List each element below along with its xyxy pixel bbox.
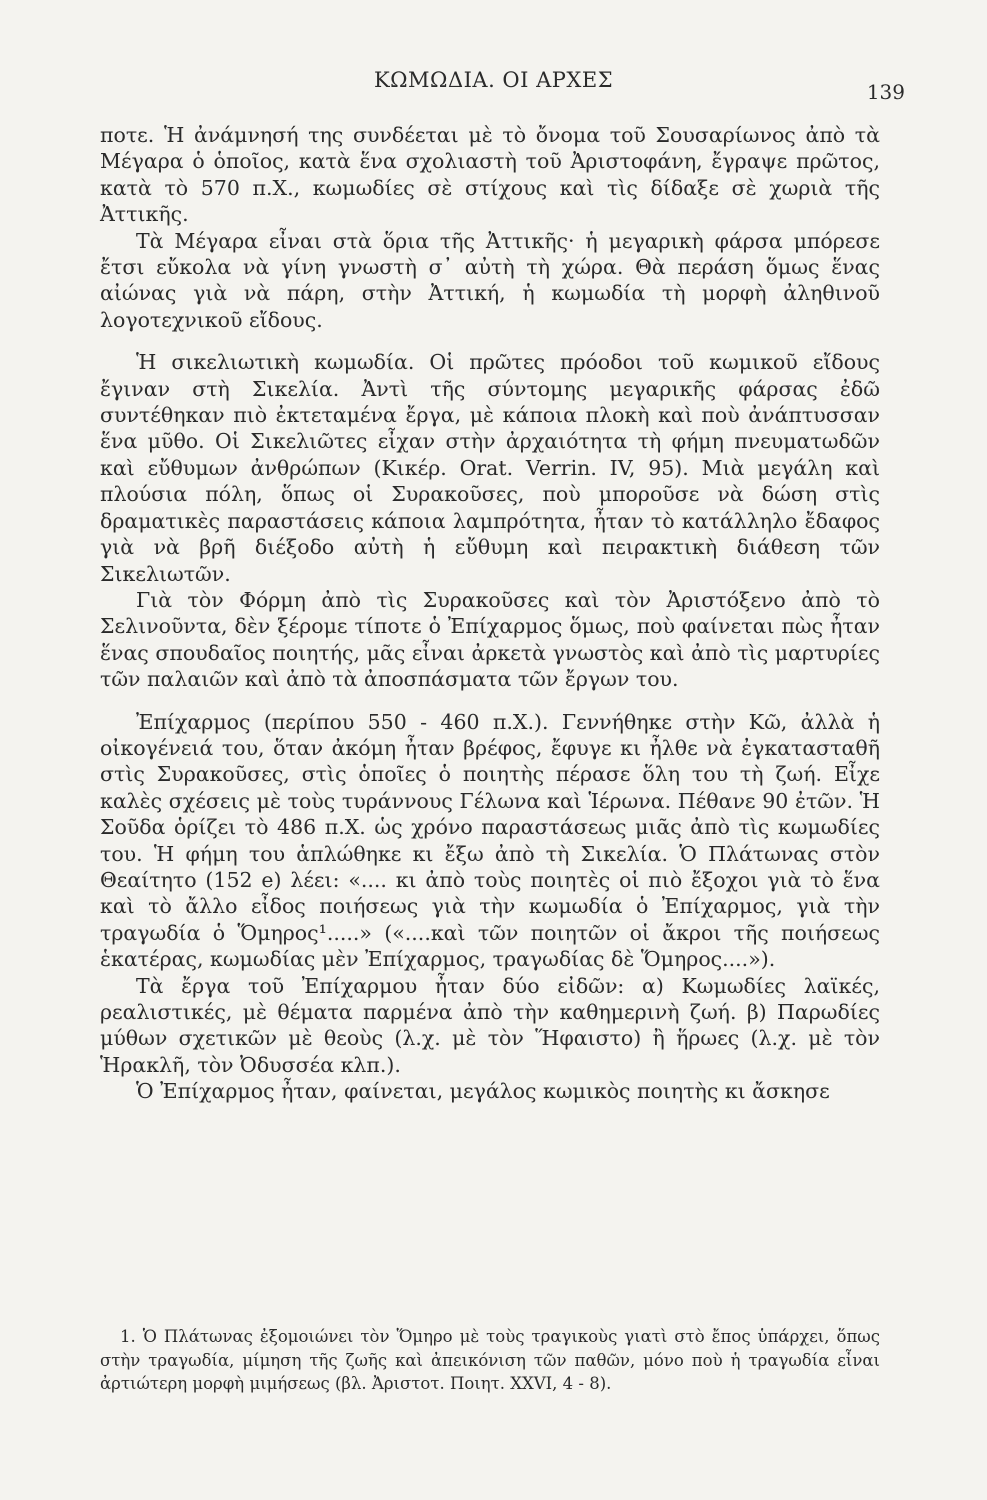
paragraph-sicilian-comedy: Ἡ σικελιωτικὴ κωμωδία. Οἱ πρῶτες πρόοδοι τοῦ κωμικοῦ εἴδους ἔγιναν στὴ Σικελία. Ἀντὶ τῆς σύντομης μεγαρικῆς φάρσας ἐδῶ συντέθηκαν πιὸ ἐκτεταμένα ἔργα, μὲ κάποια πλοκὴ καὶ ποὺ ἀνάπτυσσαν ἕνα μῦθο. Οἱ Σικελιῶτες εἶχαν στὴν ἀρχαιότητα τὴ φήμη πνευματωδῶν καὶ εὔθυμων ἀνθρώπων (Κικέρ. Orat. Verrin. IV, 95). Μιὰ μεγάλη καὶ πλούσια πόλη, ὅπως οἱ Συρακοῦσες, ποὺ μποροῦσε νὰ δώση στὶς δραματικὲς παραστάσεις κάποια λαμπρότητα, ἦταν τὸ κατάλληλο ἔδαφος γιὰ νὰ βρῆ διέξοδο αὐτὴ ἡ εὔθυμη καὶ πειρακτικὴ διάθεση τῶν Σικελιωτῶν. xyxy=(100,350,880,586)
paragraph-1: ποτε. Ἡ ἀνάμνησή της συνδέεται μὲ τὸ ὄνομα τοῦ Σουσαρίωνος ἀπὸ τὰ Μέγαρα ὁ ὁποῖος, κατὰ ἕνα σχολιαστὴ τοῦ Ἀριστοφάνη, ἔγραψε πρῶτος, κατὰ τὸ 570 π.Χ., κωμωδίες σὲ στίχους καὶ τὶς δίδαξε σὲ χωριὰ τῆς Ἀττικῆς. xyxy=(100,123,880,227)
paragraph-epicharmus: Ἐπίχαρμος (περίπου 550 - 460 π.Χ.). Γεννήθηκε στὴν Κῶ, ἀλλὰ ἡ οἰκογένειά του, ὅταν ἀκόμη ἦταν βρέφος, ἔφυγε κι ἦλθε νὰ ἐγκατασταθῆ στὶς Συρακοῦσες, στὶς ὁποῖες ὁ ποιητὴς πέρασε ὅλη του τὴ ζωή. Εἶχε καλὲς σχέσεις μὲ τοὺς τυράννους Γέλωνα καὶ Ἱέρωνα. Πέθανε 90 ἐτῶν. Ἡ Σοῦδα ὁρίζει τὸ 486 π.Χ. ὡς χρόνο παραστάσεως μιᾶς ἀπὸ τὶς κωμωδίες του. Ἡ φήμη του ἁπλώθηκε κι ἔξω ἀπὸ τὴ Σικελία. Ὁ Πλάτωνας στὸν Θεαίτητο (152 e) λέει: «.... κι ἀπὸ τοὺς ποιητὲς οἱ πιὸ ἔξοχοι γιὰ τὸ ἕνα καὶ τὸ ἄλλο εἶδος ποιήσεως γιὰ τὴν κωμωδία ὁ Ἐπίχαρμος, γιὰ τὴν τραγωδία ὁ Ὅμηρος¹.....» («....καὶ τῶν ποιητῶν οἱ ἄκροι τῆς ποιήσεως ἑκατέρας, κωμωδίας μὲν Ἐπίχαρμος, τραγωδίας δὲ Ὅμηρος....»). xyxy=(100,709,880,972)
paragraph-2: Τὰ Μέγαρα εἶναι στὰ ὅρια τῆς Ἀττικῆς· ἡ μεγαρικὴ φάρσα μπόρεσε ἔτσι εὔκολα νὰ γίνη γνωστὴ σ᾽ αὐτὴ τὴ χώρα. Θὰ περάση ὅμως ἕνας αἰώνας γιὰ νὰ πάρη, στὴν Ἀττική, ἡ κωμωδία τὴ μορφὴ ἀληθινοῦ λογοτεχνικοῦ εἴδους. xyxy=(100,228,880,332)
paragraph-phormis: Γιὰ τὸν Φόρμη ἀπὸ τὶς Συρακοῦσες καὶ τὸν Ἀριστόξενο ἀπὸ τὸ Σελινοῦντα, δὲν ξέρομε τίποτε ὁ Ἐπίχαρμος ὅμως, ποὺ φαίνεται πὼς ἦταν ἕνας σπουδαῖος ποιητής, μᾶς εἶναι ἀρκετὰ γνωστὸς καὶ ἀπὸ τὶς μαρτυρίες τῶν παλαιῶν καὶ ἀπὸ τὰ ἀποσπάσματα τῶν ἔργων του. xyxy=(100,587,880,692)
paragraph-works: Τὰ ἔργα τοῦ Ἐπίχαρμου ἦταν δύο εἰδῶν: α) Κωμωδίες λαϊκές, ρεαλιστικές, μὲ θέματα παρμένα ἀπὸ τὴν καθημερινὴ ζωή. β) Παρωδίες μύθων σχετικῶν μὲ θεοὺς (λ.χ. μὲ τὸν Ἥφαιστο) ἢ ἥρωες (λ.χ. μὲ τὸν Ἡρακλῆ, τὸν Ὀδυσσέα κλπ.). xyxy=(100,973,880,1077)
footnote-1: 1. Ὁ Πλάτωνας ἐξομοιώνει τὸν Ὅμηρο μὲ τοὺς τραγικοὺς γιατὶ στὸ ἔπος ὑπάρχει, ὅπως στὴν τραγωδία, μίμηση τῆς ζωῆς καὶ ἀπεικόνιση τῶν παθῶν, μόνο ποὺ ἡ τραγωδία εἶναι ἀρτιώτερη μορφὴ μιμήσεως (βλ. Ἀριστοτ. Ποιητ. XXVI, 4 - 8). xyxy=(100,1327,880,1393)
page-number: 139 xyxy=(866,80,905,104)
paragraph-last: Ὁ Ἐπίχαρμος ἦταν, φαίνεται, μεγάλος κωμικὸς ποιητὴς κι ἄσκησε xyxy=(136,1079,830,1104)
main-text xyxy=(100,122,880,1105)
running-title: ΚΩΜΩΔΙΑ. ΟΙ ΑΡΧΕΣ xyxy=(373,68,614,92)
footnotes xyxy=(100,1325,880,1396)
